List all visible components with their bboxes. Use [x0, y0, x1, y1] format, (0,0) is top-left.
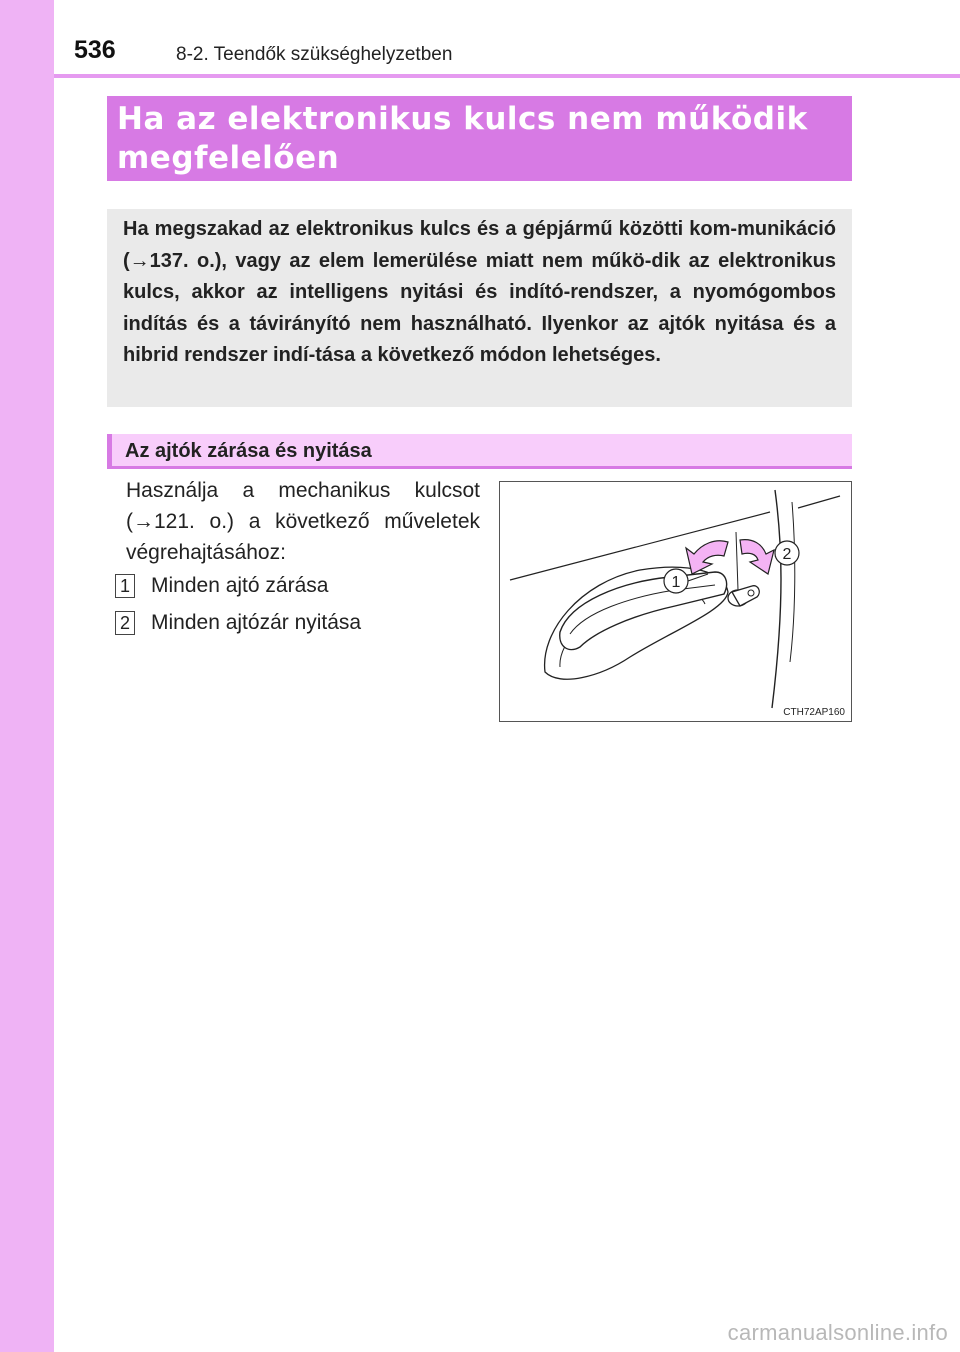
- section-title: Ha az elektronikus kulcs nem működik megfelelően: [117, 101, 808, 176]
- door-handle: [560, 572, 727, 650]
- chapter-title: 8-2. Teendők szükséghelyzetben: [176, 44, 453, 65]
- list-item-unlock: [115, 609, 361, 637]
- door-handle-illustration: [500, 482, 851, 721]
- door-handle-figure: [499, 481, 852, 722]
- figure-code: CTH72AP160: [783, 707, 845, 718]
- step-number-badge: 2: [115, 611, 135, 635]
- body-paragraph: Használja a mechanikus kulcsot (→121. o.) a következő műveletek végrehajtásához:: [126, 479, 480, 564]
- callout-1: 1: [671, 574, 681, 591]
- watermark: carmanualsonline.info: [727, 1320, 948, 1345]
- rotation-axis-line: [736, 532, 738, 590]
- door-edge-inner: [790, 502, 795, 662]
- intro-box: [107, 209, 852, 407]
- unlock-arrow-icon: [740, 540, 774, 574]
- subsection-banner: [107, 434, 852, 469]
- page-number: 536: [74, 36, 116, 64]
- body-text: [126, 475, 480, 568]
- body-line: [798, 496, 840, 508]
- subsection-title: Az ajtók zárása és nyitása: [125, 440, 372, 462]
- door-edge: [772, 490, 781, 708]
- step-number-badge: 1: [115, 574, 135, 598]
- intro-text: Ha megszakad az elektronikus kulcs és a gépjármű közötti kom-munikáció (→137. o.), vagy az elem lemerülése miatt nem műkö-dik az elektronikus kulcs, akkor az intelligens nyitási és indító-rendszer, a nyomógombos indítás és a távirányító nem használható. Ilyenkor az ajtók nyitása és a hibrid rendszer indí-tása a következő módon lehetséges.: [123, 218, 836, 366]
- header-divider: [54, 74, 960, 78]
- list-item-label: Minden ajtó zárása: [151, 574, 329, 597]
- callout-2: 2: [782, 546, 792, 563]
- section-banner: [107, 96, 852, 181]
- list-item-lock: [115, 572, 328, 600]
- side-tab: [0, 0, 54, 1352]
- list-item-label: Minden ajtózár nyitása: [151, 611, 362, 634]
- lock-arrow-icon: [686, 541, 728, 574]
